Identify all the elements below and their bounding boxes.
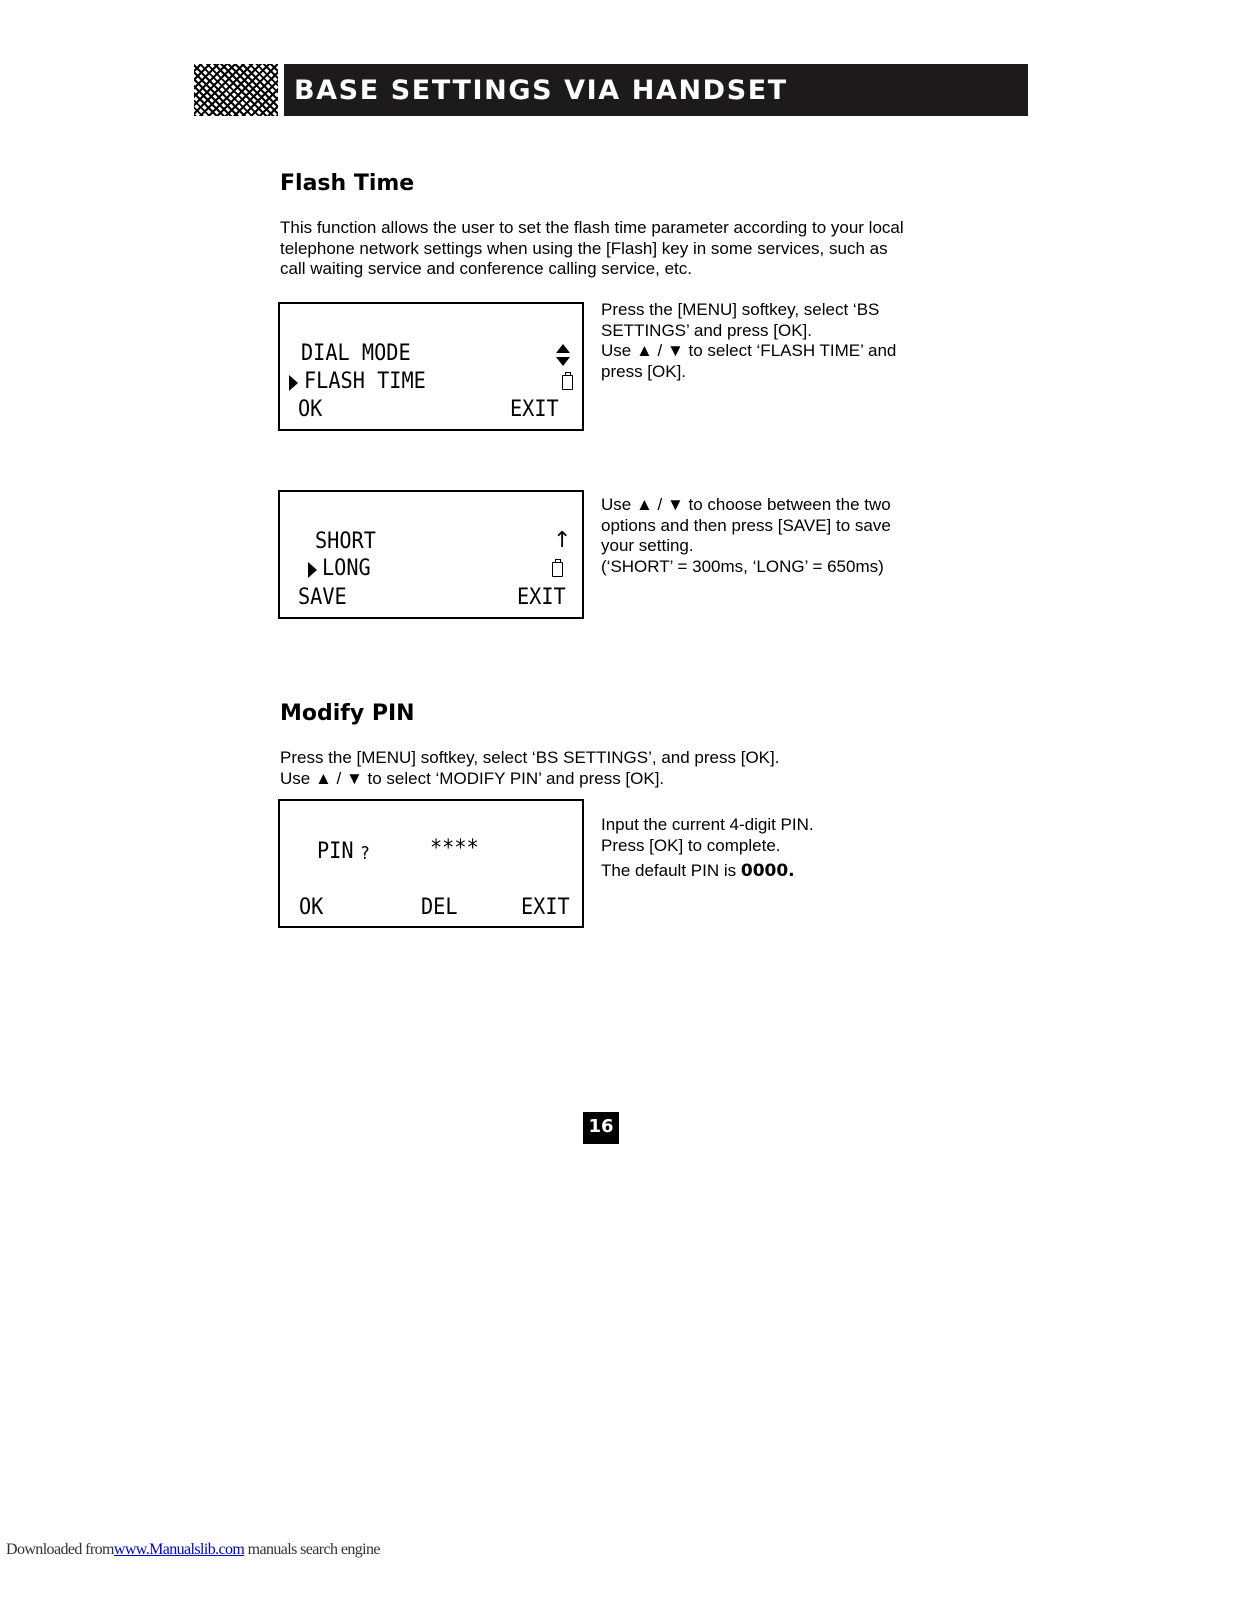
pin-value: ****: [430, 836, 479, 861]
modify-pin-heading: Modify PIN: [280, 701, 415, 726]
battery-icon: [552, 562, 563, 577]
step-line: Use ▲ / ▼ to choose between the two: [601, 495, 891, 514]
step-line: Press the [MENU] softkey, select ‘BS: [601, 300, 880, 319]
battery-icon: [562, 375, 573, 390]
softkey-exit: EXIT: [510, 397, 559, 422]
softkey-del: DEL: [421, 895, 458, 920]
intro-line: telephone network settings when using the [Flash] key in some services, such as: [280, 238, 888, 258]
lcd-screen-flash-menu: [278, 302, 584, 431]
default-pin-text: The default PIN is: [601, 861, 737, 880]
step-line: your setting.: [601, 536, 694, 555]
selection-arrow-icon: [289, 375, 298, 391]
intro-line: This function allows the user to set the flash time parameter according to your local: [280, 218, 904, 237]
step-line: SETTINGS’ and press [OK].: [601, 320, 812, 340]
default-pin-line: [601, 861, 814, 882]
modify-pin-intro: [280, 748, 779, 789]
lcd-line-short: SHORT: [315, 529, 376, 554]
lcd-line-dial-mode: DIAL MODE: [301, 341, 411, 366]
lcd-screen-pin-entry: [278, 799, 584, 928]
softkey-exit: EXIT: [517, 585, 566, 610]
pin-step-text: [601, 815, 814, 882]
step-line: options and then press [SAVE] to save: [601, 515, 891, 535]
intro-line: call waiting service and conference calling service, etc.: [280, 259, 692, 278]
softkey-exit: EXIT: [521, 895, 570, 920]
intro-line: Press the [MENU] softkey, select ‘BS SETTINGS’, and press [OK].: [280, 748, 780, 767]
flash-step-1-text: [601, 300, 896, 382]
footer-suffix: manuals search engine: [247, 1541, 380, 1558]
footer-prefix: Downloaded from: [6, 1541, 114, 1558]
lcd-screen-flash-options: [278, 490, 584, 619]
intro-line: Use ▲ / ▼ to select ‘MODIFY PIN’ and press [OK].: [280, 768, 665, 788]
header-bar: [284, 64, 1028, 116]
up-arrow-icon: ↑: [553, 528, 572, 553]
lcd-line-flash-time: FLASH TIME: [304, 369, 426, 394]
step-line: Press [OK] to complete.: [601, 835, 781, 855]
step-line: Input the current 4-digit PIN.: [601, 815, 814, 834]
softkey-ok: OK: [298, 397, 323, 422]
footer: [6, 1541, 380, 1559]
step-line: (‘SHORT’ = 300ms, ‘LONG’ = 650ms): [601, 556, 884, 576]
scroll-up-down-icon: [555, 344, 571, 366]
selection-arrow-icon: [308, 562, 317, 578]
step-line: Use ▲ / ▼ to select ‘FLASH TIME’ and: [601, 341, 897, 360]
softkey-save: SAVE: [298, 585, 347, 610]
step-line: press [OK].: [601, 361, 687, 381]
pin-label: PIN: [317, 839, 354, 864]
footer-link[interactable]: www.Manualslib.com: [113, 1541, 245, 1558]
flash-time-heading: Flash Time: [280, 171, 415, 196]
default-pin-value: 0000.: [740, 861, 795, 881]
softkey-ok: OK: [299, 895, 324, 920]
header-pattern-graphic: [194, 64, 278, 116]
page-title: BASE SETTINGS VIA HANDSET: [294, 75, 788, 106]
lcd-line-long: LONG: [322, 556, 371, 581]
page-number: 16: [583, 1112, 619, 1144]
flash-time-intro: [280, 218, 904, 280]
flash-step-2-text: [601, 495, 891, 577]
pin-question-mark: ?: [360, 843, 370, 864]
